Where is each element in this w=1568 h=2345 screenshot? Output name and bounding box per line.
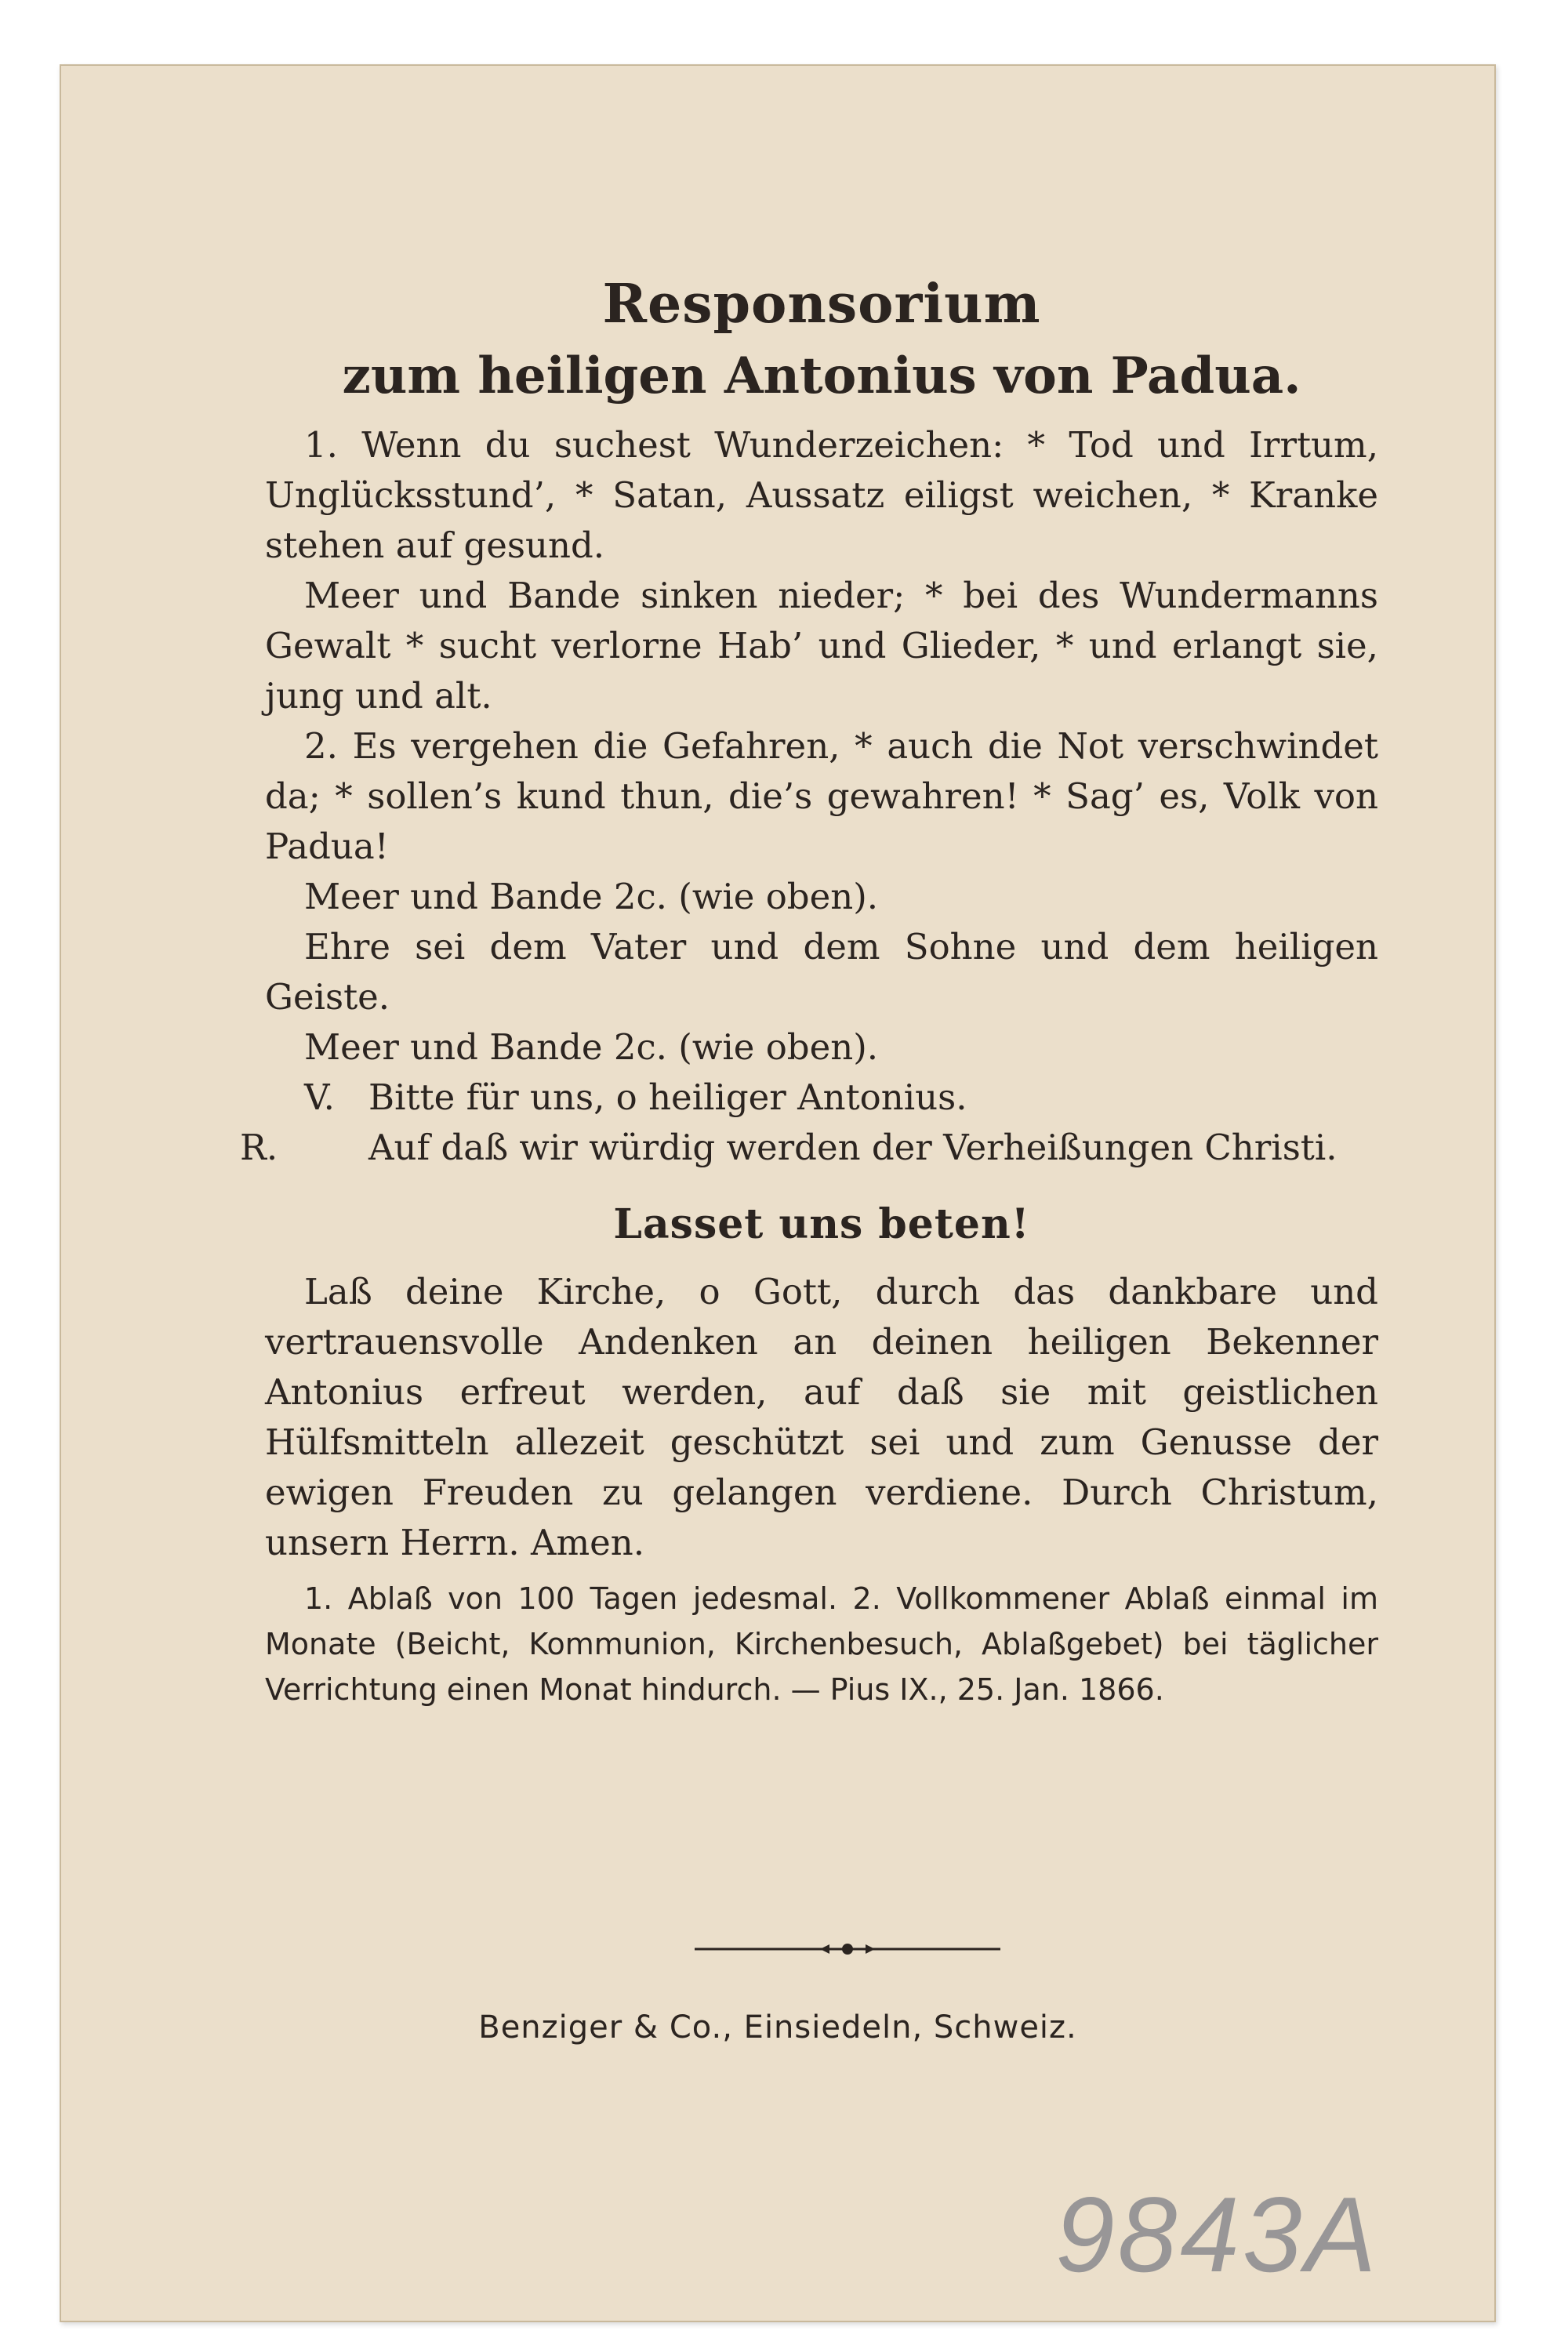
versicle-label: V.: [304, 1076, 335, 1118]
gloria-patri: Ehre sei dem Vater und dem Sohne und dem heiligen Geiste.: [265, 926, 1378, 1018]
verse-1: 1. Wenn du suchest Wunderzeichen: * Tod und Irrtum, Unglücksstund’, * Satan, Aussatz eiligst weichen, * Kranke stehen auf gesund.: [265, 424, 1378, 566]
card-title: Responsorium: [602, 273, 1041, 336]
prayer-text: Laß deine Kirche, o Gott, durch das dankbare und vertrauensvolle Andenken an deinen heiligen Bekenner Antonius erfreut werden, auf daß sie mit geistlichen Hülfsmitteln allezeit geschützt sei und zum Genusse der ewigen Freuden zu gelangen verdiene. Durch Christum, unsern Herrn. Amen.: [265, 1271, 1378, 1563]
card-text: [240, 268, 1378, 1712]
ornament-divider: [695, 1941, 1000, 1957]
response: [240, 1123, 1378, 1173]
prayer-card: [60, 64, 1496, 2322]
versicle: [265, 1073, 1378, 1123]
prayer-heading: Lasset uns beten!: [613, 1200, 1030, 1248]
verse-1-refrain: Meer und Bande sinken nieder; * bei des Wundermanns Gewalt * sucht verlorne Hab’ und Glieder, * und erlangt sie, jung und alt.: [265, 575, 1378, 717]
response-label: R.: [240, 1127, 278, 1168]
verse-2: 2. Es vergehen die Gefahren, * auch die Not verschwindet da; * sollen’s kund thun, die’s gewahren! * Sag’ es, Volk von Padua!: [265, 725, 1378, 867]
publisher-imprint: Benziger & Co., Einsiedeln, Schweiz.: [478, 2009, 1077, 2046]
card-subtitle: zum heiligen Antonius von Padua.: [342, 347, 1301, 405]
refrain-repeat-1: Meer und Bande 2c. (wie oben).: [304, 876, 879, 917]
refrain-repeat-2: Meer und Bande 2c. (wie oben).: [304, 1026, 879, 1068]
versicle-text: Bitte für uns, o heiliger Antonius.: [368, 1076, 967, 1118]
handwritten-number: 9843A: [1055, 2175, 1380, 2294]
indulgence-note: 1. Ablaß von 100 Tagen jedesmal. 2. Vollkommener Ablaß einmal im Monate (Beicht, Kommunion, Kirchenbesuch, Ablaßgebet) bei täglicher Verrichtung einen Monat hindurch. — Pius IX., 25. Jan. 1866.: [265, 1581, 1378, 1707]
response-text: Auf daß wir würdig werden der Verheißungen Christi.: [368, 1127, 1338, 1168]
